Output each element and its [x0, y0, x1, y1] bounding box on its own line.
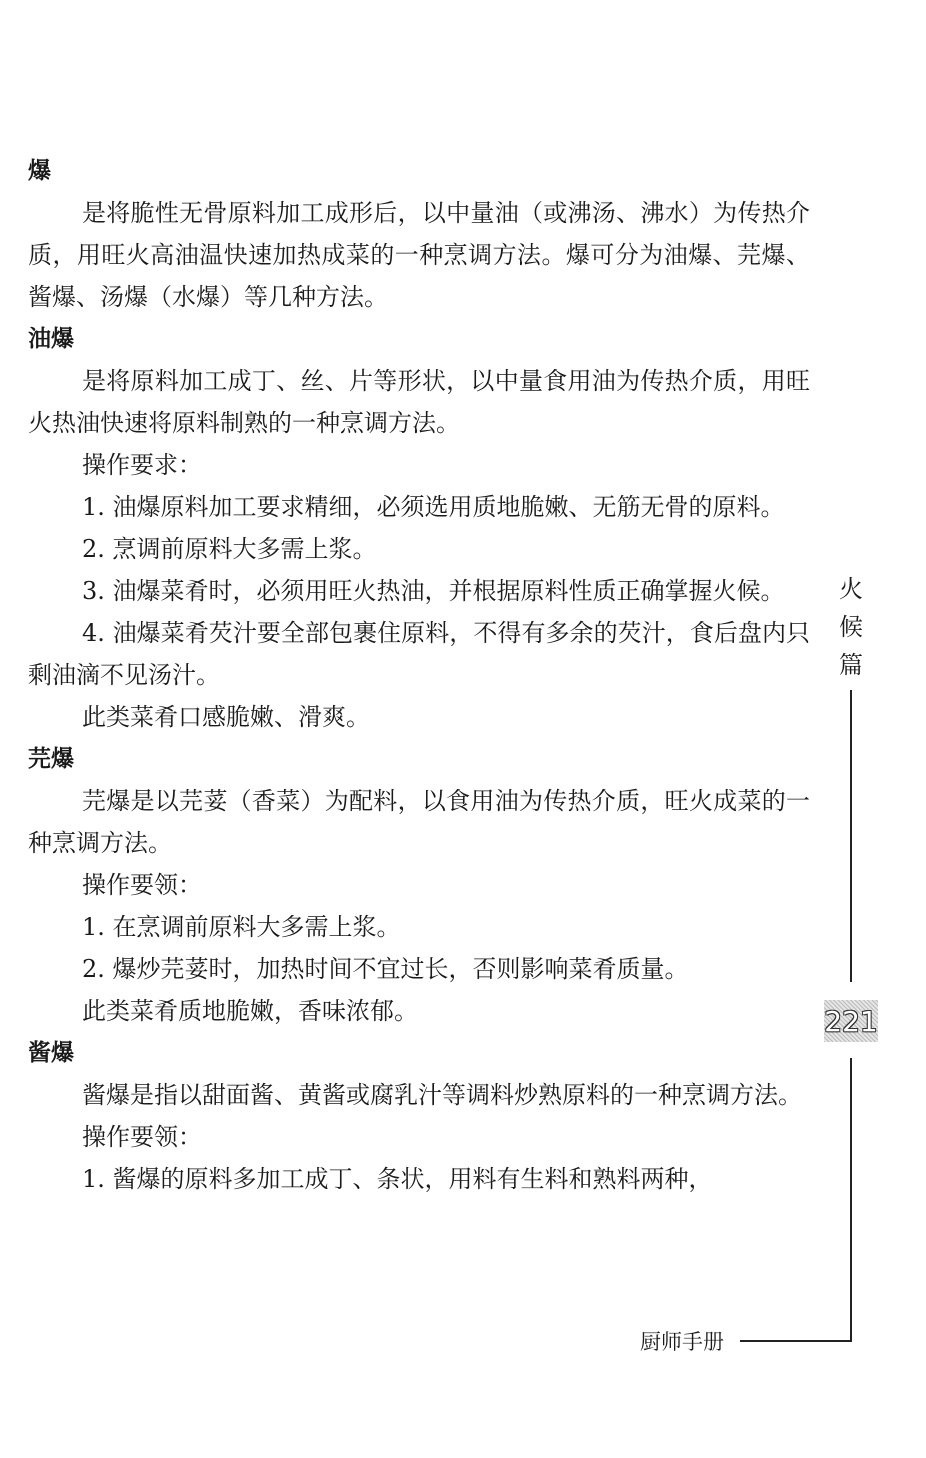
list-item: 1. 酱爆的原料多加工成丁、条状，用料有生料和熟料两种，	[82, 1165, 713, 1193]
paragraph-jiangbao: 酱爆是指以甜面酱、黄酱或腐乳汁等调料炒熟原料的一种烹调方法。	[82, 1081, 802, 1109]
summary-youbao: 此类菜肴口感脆嫩、滑爽。	[82, 703, 370, 731]
heading-bao: 爆	[28, 158, 51, 184]
list-item: 1. 油爆原料加工要求精细，必须选用质地脆嫩、无筋无骨的原料。	[82, 493, 785, 521]
summary-yuanbao: 此类菜肴质地脆嫩，香味浓郁。	[82, 997, 418, 1025]
paragraph-youbao: 是将原料加工成丁、丝、片等形状，以中量食用油为传热介质，用旺火热油快速将原料制熟的一种烹调方法。	[28, 367, 810, 437]
heading-jiangbao: 酱爆	[28, 1040, 74, 1066]
paragraph-yuanbao: 芫爆是以芫荽（香菜）为配料，以食用油为传热介质，旺火成菜的一种烹调方法。	[28, 787, 810, 857]
list-item: 2. 爆炒芫荽时，加热时间不宜过长，否则影响菜肴质量。	[82, 955, 689, 983]
requirements-label-jiangbao: 操作要领：	[82, 1123, 202, 1151]
requirements-label-yuanbao: 操作要领：	[82, 871, 202, 899]
page-number-badge	[824, 1000, 878, 1042]
heading-yuanbao: 芫爆	[28, 746, 74, 772]
running-footer-title: 厨师手册	[640, 1330, 724, 1354]
page-number: 221	[824, 1004, 878, 1038]
main-text-column	[28, 150, 810, 1200]
list-item: 4. 油爆菜肴芡汁要全部包裹住原料，不得有多余的芡汁，食后盘内只剩油滴不见汤汁。	[28, 619, 810, 689]
heading-youbao: 油爆	[28, 326, 74, 352]
footer-rule	[740, 1340, 852, 1342]
list-item: 1. 在烹调前原料大多需上浆。	[82, 913, 401, 941]
list-item: 3. 油爆菜肴时，必须用旺火热油，并根据原料性质正确掌握火候。	[82, 577, 785, 605]
chapter-title: 火 候 篇	[839, 575, 863, 679]
margin-rule-top	[850, 690, 852, 982]
chapter-title-vertical	[836, 570, 866, 684]
paragraph-bao: 是将脆性无骨原料加工成形后，以中量油（或沸汤、沸水）为传热介质，用旺火高油温快速加热成菜的一种烹调方法。爆可分为油爆、芫爆、酱爆、汤爆（水爆）等几种方法。	[28, 199, 810, 311]
list-item: 2. 烹调前原料大多需上浆。	[82, 535, 377, 563]
requirements-label-youbao: 操作要求：	[82, 451, 202, 479]
margin-rule-bottom	[850, 1058, 852, 1342]
